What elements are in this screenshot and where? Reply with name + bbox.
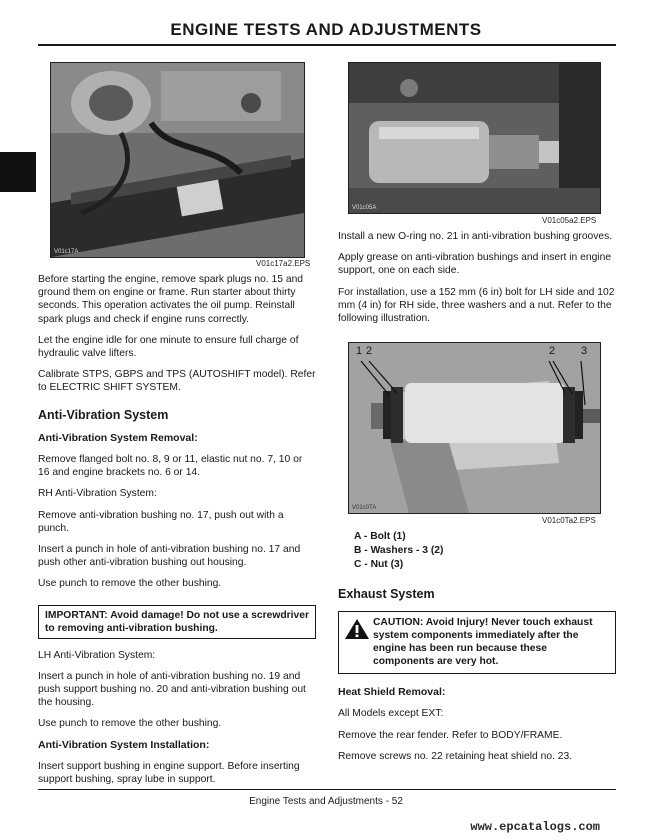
- paragraph: Install a new O-ring no. 21 in anti-vibration bushing grooves.: [338, 231, 613, 242]
- paragraph: Insert a punch in hole of anti-vibration bushing no. 17 and push other anti-vibration bushing out housing.: [38, 544, 301, 569]
- paragraph: All Models except EXT:: [338, 708, 444, 720]
- callout-label: 2: [549, 345, 556, 357]
- figure-caption: V01c0Ta2.EPS: [542, 516, 596, 525]
- paragraph: For installation, use a 152 mm (6 in) bolt for LH side and 102 mm (4 in) for RH side, three washers and a nut. Refer to the following illustration.: [338, 286, 615, 325]
- subheading-heat-shield: Heat Shield Removal:: [338, 686, 446, 699]
- right-column-lower: [338, 530, 616, 771]
- photo-code: V01c05A: [352, 205, 377, 211]
- paragraph: Remove the rear fender. Refer to BODY/FRAME.: [338, 729, 563, 741]
- paragraph: Apply grease on anti-vibration bushings and insert in engine support, one on each side.: [338, 252, 612, 277]
- paragraph: Remove flanged bolt no. 8, 9 or 11, elastic nut no. 7, 10 or 16 and engine brackets no. 6 or 14.: [38, 454, 303, 479]
- figure-caption: V01c05a2.EPS: [542, 216, 597, 225]
- paragraph: Remove screws no. 22 retaining heat shield no. 23.: [338, 750, 573, 762]
- right-column-upper: [338, 230, 616, 333]
- left-column: [38, 273, 316, 794]
- paragraph: Before starting the engine, remove spark plugs no. 15 and ground them on engine or frame. Run starter about thirty seconds. This operation activates the oil pump. Reinstall spark plugs and check if engine runs correctly.: [38, 274, 304, 325]
- engine-photo-image: [51, 63, 304, 257]
- legend-item: C - Nut (3): [354, 559, 404, 570]
- legend-item: B - Washers - 3 (2): [354, 545, 444, 556]
- paragraph: Calibrate STPS, GBPS and TPS (AUTOSHIFT model). Refer to ELECTRIC SHIFT SYSTEM.: [38, 369, 316, 394]
- starter-photo: [348, 62, 601, 214]
- photo-code: V01c0TA: [352, 505, 377, 511]
- callout-label: 2: [366, 345, 373, 357]
- section-heading-anti-vibration: Anti-Vibration System: [38, 407, 169, 422]
- paragraph: LH Anti-Vibration System:: [38, 649, 156, 661]
- caution-notice: [338, 611, 616, 674]
- photo-code: V01c17A: [54, 249, 79, 255]
- watermark: www.epcatalogs.com: [470, 820, 600, 834]
- paragraph: RH Anti-Vibration System:: [38, 488, 157, 500]
- subheading-installation: Anti-Vibration System Installation:: [38, 738, 210, 751]
- section-heading-exhaust: Exhaust System: [338, 587, 435, 601]
- paragraph: Insert a punch in hole of anti-vibration bushing no. 19 and push support bushing no. 20 and anti-vibration bushing out the housing.: [38, 670, 306, 709]
- page-title: ENGINE TESTS AND ADJUSTMENTS: [170, 20, 482, 39]
- engine-photo: [50, 62, 305, 258]
- callout-label: 1: [356, 345, 363, 357]
- figure-legend: [354, 530, 616, 572]
- bushing-assembly-image: [349, 343, 600, 513]
- section-tab-marker: [0, 152, 36, 192]
- paragraph: Remove anti-vibration bushing no. 17, push out with a punch.: [38, 509, 284, 534]
- warning-triangle-icon: [344, 618, 370, 640]
- legend-item: A - Bolt (1): [354, 531, 406, 542]
- title-divider: [38, 44, 616, 46]
- caution-text: CAUTION: Avoid Injury! Never touch exhaust system components immediately after the engine has been run because these components are very hot.: [373, 617, 593, 668]
- starter-photo-image: [349, 63, 600, 213]
- paragraph: Insert support bushing in engine support. Before inserting support bushing, spray lube in support.: [38, 760, 300, 786]
- page-footer: Engine Tests and Adjustments - 52: [249, 796, 403, 807]
- important-notice: IMPORTANT: Avoid damage! Do not use a screwdriver to removing anti-vibration bushing.: [38, 605, 316, 639]
- footer-divider: [38, 789, 616, 790]
- subheading-removal: Anti-Vibration System Removal:: [38, 431, 198, 444]
- callout-label: 3: [581, 345, 588, 357]
- paragraph: Use punch to remove the other bushing.: [38, 718, 222, 730]
- paragraph: Let the engine idle for one minute to ensure full charge of hydraulic valve lifters.: [38, 334, 299, 360]
- bushing-assembly-photo: [348, 342, 601, 514]
- paragraph: Use punch to remove the other bushing.: [38, 578, 222, 590]
- figure-caption: V01c17a2.EPS: [256, 259, 311, 268]
